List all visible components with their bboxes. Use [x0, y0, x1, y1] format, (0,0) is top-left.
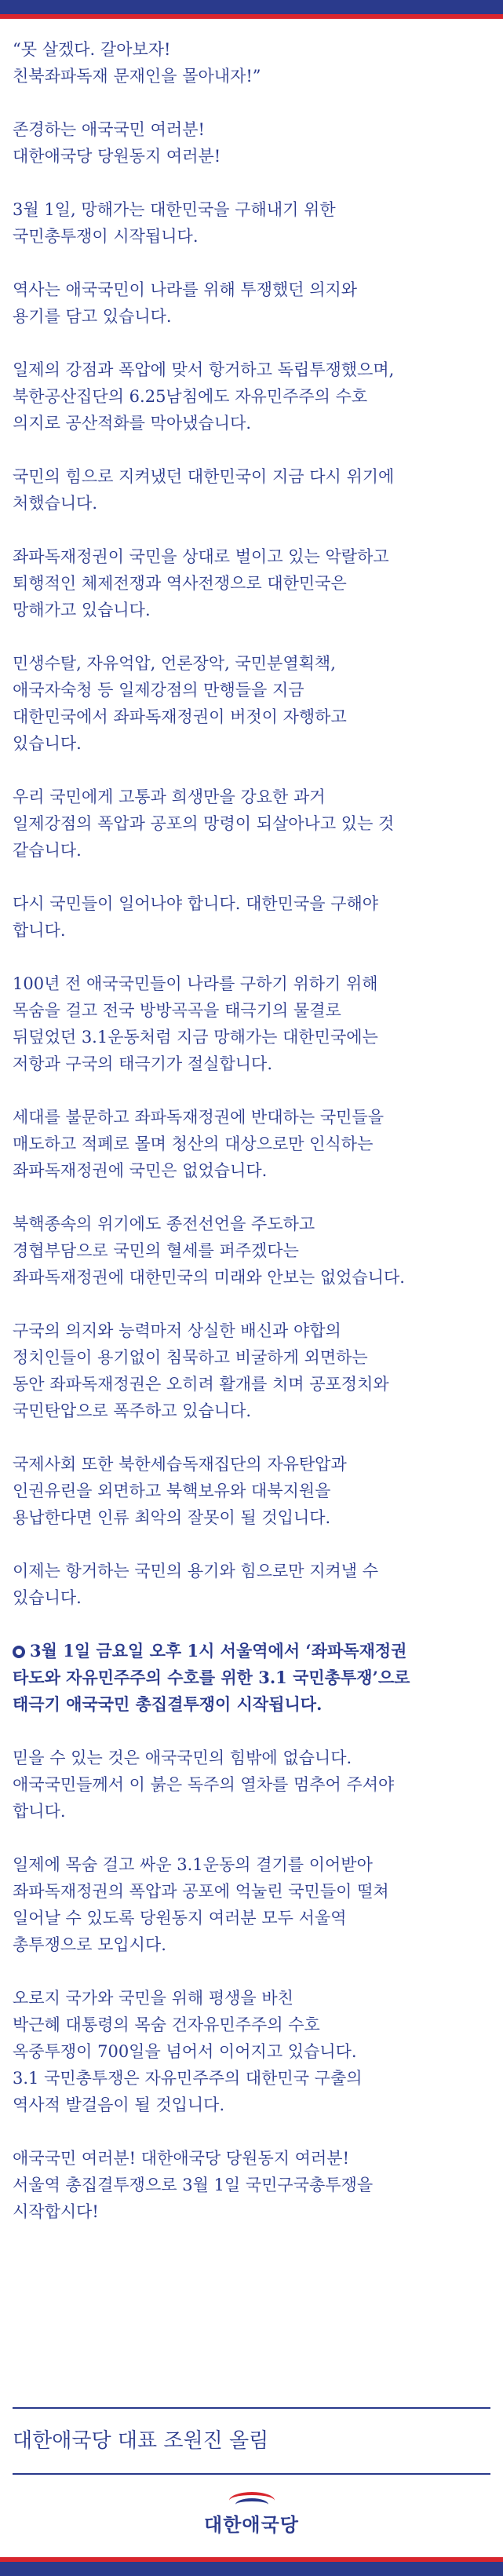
bullet-icon — [13, 1646, 25, 1658]
paragraph-7: 좌파독재정권이 국민을 상대로 벌이고 있는 악랄하고 퇴행적인 체제전쟁과 역사전쟁으로 대한민국은 망해가고 있습니다. — [13, 547, 389, 619]
paragraph-16: 이제는 항거하는 국민의 용기와 힘으로만 지켜낼 수 있습니다. — [13, 1562, 379, 1607]
paragraph-5: 일제의 강점과 폭압에 맞서 항거하고 독립투쟁했으며, 북한공산집단의 6.25남침에도 자유민주주의 수호 의지로 공산적화를 막아냈습니다. — [13, 360, 395, 433]
statement-body — [13, 36, 493, 2252]
logo-emblem-icon — [224, 2490, 279, 2508]
paragraph-3: 3월 1일, 망해가는 대한민국을 구해내기 위한 국민총투쟁이 시작됩니다. — [13, 200, 336, 246]
paragraph-6: 국민의 힘으로 지켜냈던 대한민국이 지금 다시 위기에 처했습니다. — [13, 467, 395, 513]
paragraph-14: 구국의 의지와 능력마저 상실한 배신과 야합의 정치인들이 용기없이 침묵하고 비굴하게 외면하는 동안 좌파독재정권은 오히려 활개를 치며 공포정치와 국민탄압으로 폭주하고 있습니다. — [13, 1321, 389, 1420]
rally-announcement-text: 3월 1일 금요일 오후 1시 서울역에서 ‘좌파독재정권 타도와 자유민주주의 수호를 위한 3.1 국민총투쟁’으로 태극기 애국국민 총집결투쟁이 시작됩니다. — [13, 1641, 410, 1714]
paragraph-18: 일제에 목숨 걸고 싸운 3.1운동의 결기를 이어받아 좌파독재정권의 폭압과 공포에 억눌린 국민들이 떨쳐 일어날 수 있도록 당원동지 여러분 모두 서울역 총투쟁으로 모입시다. — [13, 1855, 389, 1954]
paragraph-15: 국제사회 또한 북한세습독재집단의 자유탄압과 인권유린을 외면하고 북핵보유와 대북지원을 용납한다면 인류 최악의 잘못이 될 것입니다. — [13, 1455, 347, 1527]
paragraph-2: 존경하는 애국국민 여러분! 대한애국당 당원동지 여러분! — [13, 120, 221, 166]
paragraph-19: 오로지 국가와 국민을 위해 평생을 바친 박근혜 대통령의 목숨 건자유민주주의 수호 옥중투쟁이 700일을 넘어서 이어지고 있습니다. 3.1 국민총투쟁은 자유민주주의 대한민국 구출의 역사적 발걸음이 될 것입니다. — [13, 1989, 363, 2114]
paragraph-1: “못 살겠다. 갈아보자! 친북좌파독재 문재인을 몰아내자!” — [13, 40, 261, 86]
bottom-color-bar — [0, 2562, 503, 2576]
paragraph-10: 다시 국민들이 일어나야 합니다. 대한민국을 구해야 합니다. — [13, 894, 379, 940]
paragraph-13: 북핵종속의 위기에도 종전선언을 주도하고 경협부담으로 국민의 혈세를 퍼주겠다는 좌파독재정권에 대한민국의 미래와 안보는 없었습니다. — [13, 1215, 405, 1287]
top-color-bar — [0, 0, 503, 14]
paragraph-11: 100년 전 애국국민들이 나라를 구하기 위하기 위해 목숨을 걸고 전국 방방곡곡을 태극기의 물결로 뒤덮었던 3.1운동처럼 지금 망해가는 대한민국에는 저항과 구국의 태극기가 절실합니다. — [13, 974, 378, 1073]
paragraph-12: 세대를 불문하고 좌파독재정권에 반대하는 국민들을 매도하고 적폐로 몰며 청산의 대상으로만 인식하는 좌파독재정권에 국민은 없었습니다. — [13, 1108, 384, 1180]
paragraph-8: 민생수탈, 자유억압, 언론장악, 국민분열획책, 애국자숙청 등 일제강점의 만행들을 지금 대한민국에서 좌파독재정권이 버젓이 자행하고 있습니다. — [13, 654, 347, 753]
paragraph-9: 우리 국민에게 고통과 희생만을 강요한 과거 일제강점의 폭압과 공포의 망령이 되살아나고 있는 것 같습니다. — [13, 787, 395, 860]
paragraph-17: 믿을 수 있는 것은 애국국민의 힘밖에 없습니다. 애국국민들께서 이 붉은 독주의 열차를 멈추어 주셔야 합니다. — [13, 1748, 395, 1821]
paragraph-20: 애국국민 여러분! 대한애국당 당원동지 여러분! 서울역 총집결투쟁으로 3월 1일 국민구국총투쟁을 시작합시다! — [13, 2149, 374, 2221]
paragraph-4: 역사는 애국국민이 나라를 위해 투쟁했던 의지와 용기를 담고 있습니다. — [13, 280, 358, 326]
divider-top — [13, 2407, 490, 2409]
rally-announcement — [13, 1638, 493, 1718]
party-logo — [0, 2490, 503, 2538]
signature: 대한애국당 대표 조원진 올림 — [13, 2429, 269, 2453]
divider-bottom — [13, 2473, 490, 2475]
logo-text: 대한애국당 — [204, 2514, 299, 2536]
